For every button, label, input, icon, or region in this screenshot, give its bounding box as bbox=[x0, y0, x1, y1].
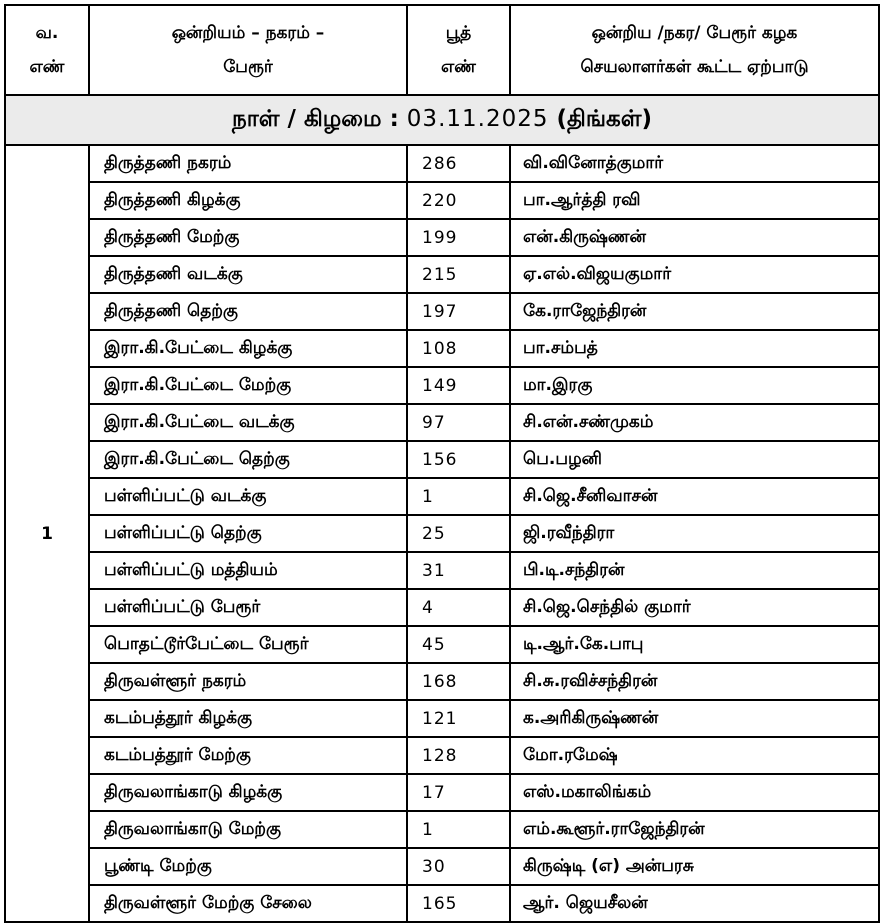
coordinator-cell: சி.என்.சண்முகம் bbox=[510, 404, 879, 441]
table-row bbox=[5, 478, 879, 515]
coordinator-cell: ஜி.ரவீந்திரா bbox=[510, 515, 879, 552]
coordinator-cell: என்.கிருஷ்ணன் bbox=[510, 219, 879, 256]
table-row bbox=[5, 367, 879, 404]
booth-number-cell: 31 bbox=[407, 552, 510, 589]
booth-number-cell: 220 bbox=[407, 182, 510, 219]
booth-number-cell: 168 bbox=[407, 663, 510, 700]
coordinator-cell: மா.இரகு bbox=[510, 367, 879, 404]
table-row bbox=[5, 330, 879, 367]
coordinator-cell: பா.ஆர்த்தி ரவி bbox=[510, 182, 879, 219]
table-row bbox=[5, 848, 879, 885]
coordinator-cell: வி.வினோத்குமார் bbox=[510, 145, 879, 182]
coordinator-cell: சி.ஜெ.சீனிவாசன் bbox=[510, 478, 879, 515]
coordinator-cell: சி.சு.ரவிச்சந்திரன் bbox=[510, 663, 879, 700]
coordinator-cell: எம்.கூளூர்.ராஜேந்திரன் bbox=[510, 811, 879, 848]
table-row bbox=[5, 256, 879, 293]
booth-number-cell: 197 bbox=[407, 293, 510, 330]
table-row bbox=[5, 515, 879, 552]
date-label: நாள் / கிழமை : bbox=[232, 105, 399, 132]
header-coordinator-line-1: ஒன்றிய /நகர/ பேரூர் கழக bbox=[591, 23, 798, 43]
date-value: 03.11.2025 bbox=[406, 105, 549, 132]
area-cell: திருத்தணி கிழக்கு bbox=[89, 182, 407, 219]
header-coordinator bbox=[510, 5, 879, 95]
booth-number-cell: 1 bbox=[407, 478, 510, 515]
booth-number-cell: 108 bbox=[407, 330, 510, 367]
date-row bbox=[5, 95, 879, 145]
header-booth-line-1: பூத் bbox=[445, 23, 472, 43]
area-cell: திருவள்ளூர் நகரம் bbox=[89, 663, 407, 700]
table-row bbox=[5, 552, 879, 589]
coordinator-cell: டி.ஆர்.கே.பாபு bbox=[510, 626, 879, 663]
booth-number-cell: 121 bbox=[407, 700, 510, 737]
area-cell: திருத்தணி மேற்கு bbox=[89, 219, 407, 256]
schedule-rows bbox=[5, 145, 879, 922]
booth-number-cell: 156 bbox=[407, 441, 510, 478]
area-cell: கடம்பத்தூர் மேற்கு bbox=[89, 737, 407, 774]
area-cell: திருத்தணி வடக்கு bbox=[89, 256, 407, 293]
coordinator-cell: மோ.ரமேஷ் bbox=[510, 737, 879, 774]
coordinator-cell: கே.ராஜேந்திரன் bbox=[510, 293, 879, 330]
header-area bbox=[89, 5, 407, 95]
table-row bbox=[5, 700, 879, 737]
booth-number-cell: 1 bbox=[407, 811, 510, 848]
coordinator-cell: க.அரிகிருஷ்ணன் bbox=[510, 700, 879, 737]
header-serial-line-2: எண் bbox=[29, 57, 65, 77]
table-row bbox=[5, 182, 879, 219]
header-serial-number bbox=[5, 5, 89, 95]
serial-number-cell: 1 bbox=[5, 145, 89, 922]
area-cell: திருவள்ளூர் மேற்கு சேலை bbox=[89, 885, 407, 922]
table-row bbox=[5, 663, 879, 700]
booth-number-cell: 97 bbox=[407, 404, 510, 441]
area-cell: பள்ளிப்பட்டு வடக்கு bbox=[89, 478, 407, 515]
booth-number-cell: 4 bbox=[407, 589, 510, 626]
table-row bbox=[5, 589, 879, 626]
area-cell: பள்ளிப்பட்டு தெற்கு bbox=[89, 515, 407, 552]
area-cell: இரா.கி.பேட்டை கிழக்கு bbox=[89, 330, 407, 367]
booth-number-cell: 25 bbox=[407, 515, 510, 552]
area-cell: திருத்தணி தெற்கு bbox=[89, 293, 407, 330]
table-row bbox=[5, 774, 879, 811]
area-cell: கடம்பத்தூர் கிழக்கு bbox=[89, 700, 407, 737]
area-cell: திருவலாங்காடு கிழக்கு bbox=[89, 774, 407, 811]
table-row bbox=[5, 293, 879, 330]
table-row bbox=[5, 885, 879, 922]
table-row bbox=[5, 626, 879, 663]
schedule-table bbox=[4, 4, 880, 923]
date-day: (திங்கள்) bbox=[556, 105, 652, 132]
table-row bbox=[5, 145, 879, 182]
booth-number-cell: 30 bbox=[407, 848, 510, 885]
header-serial-line-1: வ. bbox=[35, 23, 59, 43]
coordinator-cell: எஸ்.மகாலிங்கம் bbox=[510, 774, 879, 811]
coordinator-cell: பி.டி.சந்திரன் bbox=[510, 552, 879, 589]
booth-number-cell: 149 bbox=[407, 367, 510, 404]
coordinator-cell: பெ.பழனி bbox=[510, 441, 879, 478]
coordinator-cell: ஆர். ஜெயசீலன் bbox=[510, 885, 879, 922]
coordinator-cell: பா.சம்பத் bbox=[510, 330, 879, 367]
area-cell: இரா.கி.பேட்டை வடக்கு bbox=[89, 404, 407, 441]
area-cell: திருவலாங்காடு மேற்கு bbox=[89, 811, 407, 848]
booth-number-cell: 17 bbox=[407, 774, 510, 811]
area-cell: பள்ளிப்பட்டு பேரூர் bbox=[89, 589, 407, 626]
booth-number-cell: 199 bbox=[407, 219, 510, 256]
booth-number-cell: 286 bbox=[407, 145, 510, 182]
area-cell: இரா.கி.பேட்டை மேற்கு bbox=[89, 367, 407, 404]
area-cell: பள்ளிப்பட்டு மத்தியம் bbox=[89, 552, 407, 589]
header-row bbox=[5, 5, 879, 95]
meeting-schedule-document bbox=[4, 4, 878, 918]
coordinator-cell: ஏ.எல்.விஜயகுமார் bbox=[510, 256, 879, 293]
coordinator-cell: கிருஷ்டி (எ) அன்பரசு bbox=[510, 848, 879, 885]
booth-number-cell: 215 bbox=[407, 256, 510, 293]
table-row bbox=[5, 811, 879, 848]
area-cell: பொதட்டூர்பேட்டை பேரூர் bbox=[89, 626, 407, 663]
table-row bbox=[5, 737, 879, 774]
coordinator-cell: சி.ஜெ.செந்தில் குமார் bbox=[510, 589, 879, 626]
table-row bbox=[5, 404, 879, 441]
area-cell: பூண்டி மேற்கு bbox=[89, 848, 407, 885]
header-area-line-2: பேரூர் bbox=[223, 57, 273, 77]
header-coordinator-line-2: செயலாளர்கள் கூட்ட ஏற்பாடு bbox=[580, 57, 809, 77]
header-area-line-1: ஒன்றியம் – நகரம் – bbox=[171, 23, 325, 43]
header-booth-number bbox=[407, 5, 510, 95]
booth-number-cell: 128 bbox=[407, 737, 510, 774]
area-cell: இரா.கி.பேட்டை தெற்கு bbox=[89, 441, 407, 478]
date-cell bbox=[5, 95, 879, 145]
table-row bbox=[5, 219, 879, 256]
area-cell: திருத்தணி நகரம் bbox=[89, 145, 407, 182]
table-row bbox=[5, 441, 879, 478]
booth-number-cell: 165 bbox=[407, 885, 510, 922]
header-booth-line-2: எண் bbox=[441, 57, 476, 77]
booth-number-cell: 45 bbox=[407, 626, 510, 663]
